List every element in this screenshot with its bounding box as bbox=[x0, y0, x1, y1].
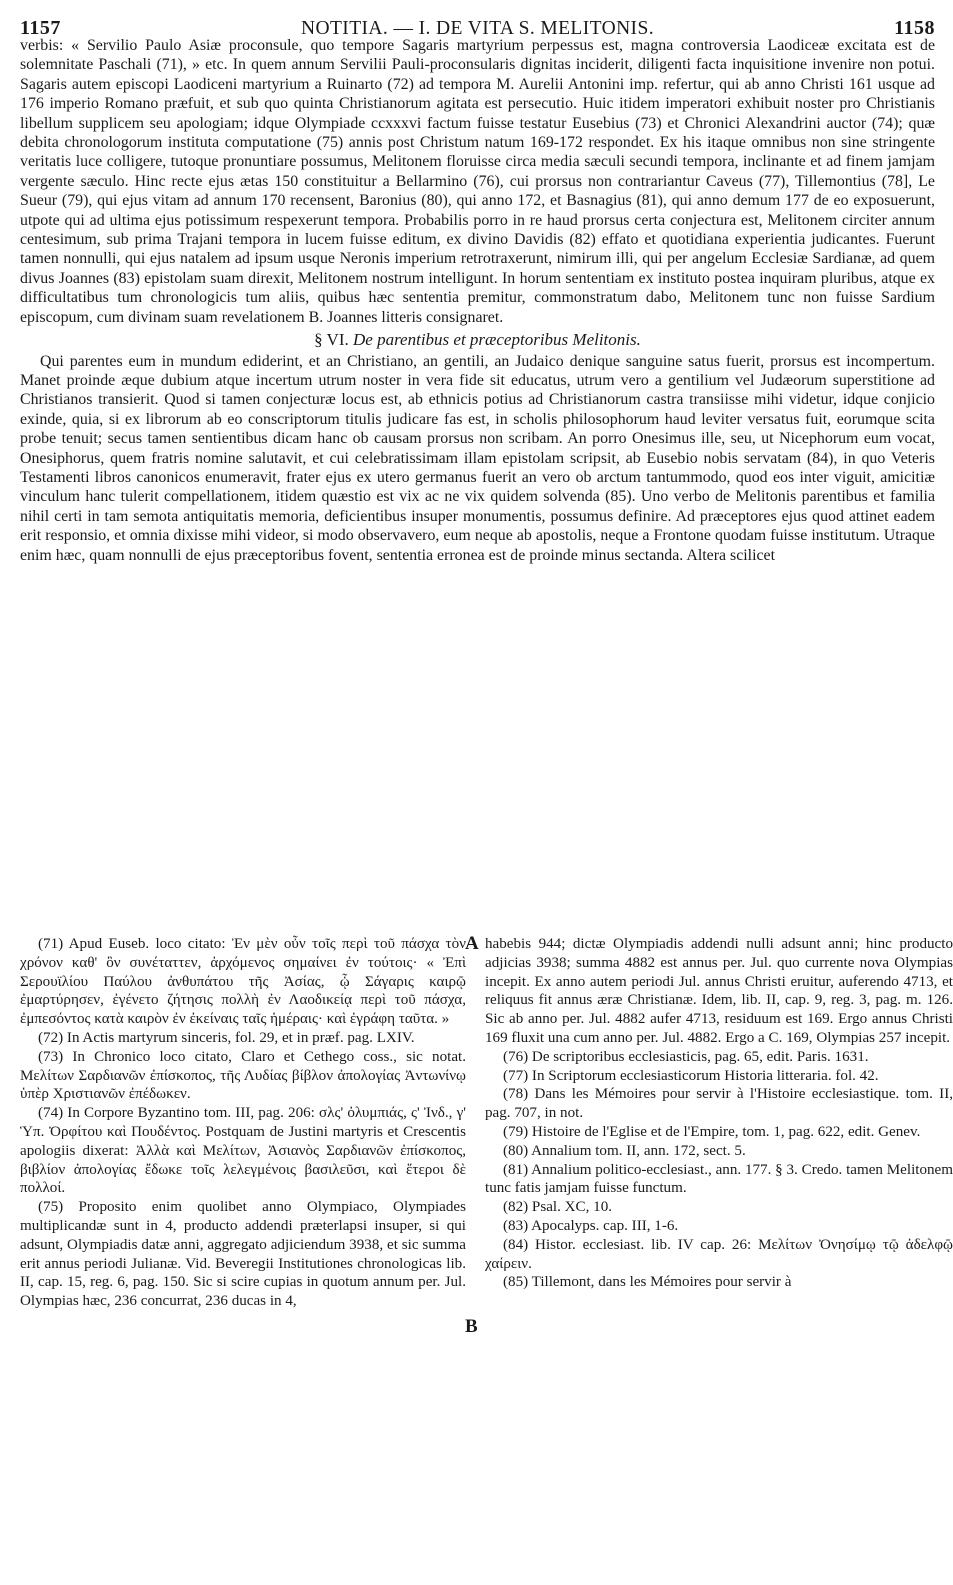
footnote-80: (80) Annalium tom. II, ann. 172, sect. 5. bbox=[503, 1142, 746, 1159]
footnotes bbox=[20, 933, 953, 1565]
gutter-mark-b: B bbox=[465, 1316, 478, 1337]
running-title: NOTITIA. — I. DE VITA S. MELITONIS. bbox=[301, 18, 654, 39]
right-page-number: 1158 bbox=[894, 17, 935, 39]
paragraph-parents: Qui parentes eum in mundum ediderint, et an Christiano, an gentili, an Judaico denique sanguine satus fuerit, prorsus est incompertum. Manet proinde æque dubium atque incertum utrum noster in vera fide sit educatus, utrum vero a gentilium vel Judæorum superstitione ad Christianos transierit. Quod si tamen conjecturæ locus est, ab ethnicis potius ad Christianorum castra transiisse mihi videtur, idque conjicio exinde, quia, si ex librorum ab eo conscriptorum titulis judicare fas est, in scholis philosophorum haud leviter versatus fuit, eorumque scita probe tenuit; secus tamen sentientibus dicam hanc ob causam prorsus non scribam. An porro Onesimus ille, seu, ut Nicephorum eum vocat, Onesiphorus, quem fratris nomine salutavit, et cui celebratissimam illam epistolam scripsit, ab Eusebio nobis servatam (84), in quo Veteris Testamenti libros canonicos enumeravit, frater ejus ex utero germanus fuerit an vero ob arctum tantummodo, quod eos inter viguit, amicitiæ vinculum hanc tulerit compellationem, itidem quæstio est vix ac ne vix quidem solvenda (85). Uno verbo de Melitonis parentibus et familia nihil certi in tam semota antiquitatis memoria, deficientibus insuper monumentis, possumus definire. Ad præceptores ejus quod attinet eadem erit responsio, et omnia dixisse mihi videor, si modo observavero, eum neque ab apostolis, neque a Frontone quodam fuisse institutum. Utraque enim hæc, quam nonnulli de ejus præceptoribus fovent, sententia erronea est de proinde minus sectanda. Altera scilicet bbox=[20, 352, 935, 564]
footnote-71: (71) Apud Euseb. loco citato: Ἐν μὲν οὖν τοῖς περὶ τοῦ πάσχα τὸν χρόνον καθ' ὃν συνέταττεν, ἀρχόμενος σημαίνει ἐν τούτοις· « Ἐπὶ Σερουϊλίου Παύλου ἀνθυπάτου τῆς Ἀσίας, ᾧ Σάγαρις καιρῷ ἐμαρτύρησεν, ἐγένετο ζήτησις πολλὴ ἐν Λαοδικείᾳ περὶ τοῦ πάσχα, ἐμπεσόντος κατὰ καιρὸν ἐν ἐκείναις ταῖς ἡμέραις· καὶ ἐγράφη ταῦτα. » bbox=[20, 936, 466, 1028]
footnote-77: (77) In Scriptorum ecclesiasticorum Historia litteraria. fol. 42. bbox=[503, 1067, 879, 1084]
section-title: De parentibus et præceptoribus Melitonis. bbox=[353, 330, 641, 350]
footnote-74: (74) In Corpore Byzantino tom. III, pag. 206: σλς' ὀλυμπιάς, ς' Ἰνδ., γ' Ὑπ. Ὀρφίτου καὶ Πουδέντος. Postquam de Justini martyris et Crescentis apologiis dixerat: Ἀλλὰ καὶ Μελίτων, Ἀσιανὸς Σαρδιανῶν ἐπίσκοπος, βιβλίον ἀπολογίας ἔδωκε τοῖς λελεγμένοις βασιλεῦσι, καὶ ἕτεροι δὲ πολλοί. bbox=[20, 1105, 466, 1197]
footnote-81: (81) Annalium politico-ecclesiast., ann. 177. § 3. Credo. tamen Melitonem tunc fatis jamjam fuisse functum. bbox=[485, 1161, 953, 1197]
footnote-84: (84) Histor. ecclesiast. lib. IV cap. 26: Μελίτων Ὀνησίμῳ τῷ ἀδελφῷ χαίρειν. bbox=[485, 1236, 953, 1272]
footnote-78: (78) Dans les Mémoires pour servir à l'Histoire ecclesiastique. tom. II, pag. 707, in not. bbox=[485, 1086, 953, 1122]
footnotes-right-column bbox=[485, 935, 953, 1292]
footnotes-left-column bbox=[20, 935, 466, 1311]
footnote-76: (76) De scriptoribus ecclesiasticis, pag. 65, edit. Paris. 1631. bbox=[503, 1048, 869, 1065]
section-number: § VI. bbox=[314, 330, 349, 350]
main-text bbox=[20, 36, 935, 565]
footnote-75: (75) Proposito enim quolibet anno Olympiaco, Olympiades multiplicandæ sunt in 4, producto addendi præterlapsi insuper, si qui adsunt, Olympiadis datæ anni, aggregato adjiciendum 3938, et sic summa erit annus periodi Julianæ. Vid. Beveregii Institutiones chronologicas lib. II, cap. 15, reg. 6, pag. 150. Sic si scire cupias in quotum annum per. Jul. Olympias hæc, 236 concurrat, 236 ducas in 4, bbox=[20, 1199, 466, 1310]
paragraph-chronology: verbis: « Servilio Paulo Asiæ proconsule, quo tempore Sagaris martyrium perpessus est, magna controversia Laodiceæ excitata est de solemnitate Paschali (71), » etc. In quem annum Servilii Pauli-proconsularis dignitas inciderit, diligenti facta inquisitione invenire non potui. Sagaris autem episcopi Laodiceni martyrium a Ruinarto (72) ad tempora M. Aurelii Antonini imp. refertur, qui ab anno Christi 161 usque ad 176 imperio Romano præfuit, et sub quo quinta Christianorum agitata est persecutio. Huic itidem imperatori exhibuit noster pro Christianis libellum supplicem seu apologiam; idque Olympiade ccxxxvi factum fuisse testatur Eusebius (73) et Chronici Alexandrini auctor (74); quæ debita chronologorum instituta computatione (75) annis post Christum natum 169-172 respondet. Ex his itaque omnibus non sine stringente veritatis luce colligere, tutoque pronuntiare possumus, Melitonem floruisse circa media sæculi secundi tempora, inclinante et ad finem jamjam vergente sæculo. Hinc recte ejus ætas 150 constituitur a Bellarmino (76), cui prorsus non contrariantur Caveus (77), Tillemontius (78], Le Sueur (79), qui ejus vitam ad annum 170 recensent, Baronius (80), qui anno 172, et Basnagius (81), qui anno demum 177 de eo exposuerunt, utpote qui ad ultima ejus potissimum respexerunt tempora. Probabilis porro in re haud prorsus certa conjectura est, Melitonem circiter annum centesimum, sub prima Trajani tempora in lucem fuisse editum, ex divino Davidis (82) effato et quotidiana experientia judicantes. Fuerunt tamen nonnulli, qui ejus natalem ad ipsum usque Neronis imperium retrotraxerunt, nimirum illi, qui per angelum Ecclesiæ Sardianæ, ad quem divus Joannes (83) epistolam suam direxit, Melitonem nostrum intelligunt. In horum sententiam ex instituto postea inquiram pluribus, atque ex difficultatibus tum chronologicis tum aliis, quibus hæc sententia premitur, commonstratum dabo, Melitonem tunc non fuisse Sardium episcopum, cum divinam suam revelationem B. Joannes litteris consignaret. bbox=[20, 37, 935, 326]
gutter-mark-a: A bbox=[465, 933, 479, 954]
footnote-75-continued: habebis 944; dictæ Olympiadis addendi nulli adsunt anni; hinc producto adjicias 3938; summa 4882 est annus per. Jul. quo currente nova Olympias incepit. Ex anno autem periodi Jul. annus Christi eruitur, auferendo 4713, et reliquus fit annus æræ Christianæ. Idem, lib. II, cap. 9, reg. 3, pag. m. 126. Sic ab anno per. Jul. 4882 aufer 4713, residuum est 169. Ergo annus Christi 169 fluxit una cum anno per. Jul. 4882. Ergo a C. 169, Olympias 257 incepit. bbox=[485, 936, 953, 1046]
footnote-72: (72) In Actis martyrum sinceris, fol. 29, et in præf. pag. LXIV. bbox=[38, 1029, 415, 1046]
left-page-number: 1157 bbox=[20, 17, 61, 39]
footnote-73: (73) In Chronico loco citato, Claro et Cethego coss., sic notat. Μελίτων Σαρδιανῶν ἐπίσκοπος, τῆς Λυδίας βίβλον ἀπολογίας Ἀντωνίνῳ ὑπὲρ Χριστιανῶν ἐπέδωκεν. bbox=[20, 1048, 466, 1103]
page-header bbox=[20, 6, 935, 40]
footnote-83: (83) Apocalyps. cap. III, 1-6. bbox=[503, 1217, 679, 1234]
footnote-79: (79) Histoire de l'Eglise et de l'Empire, tom. 1, pag. 622, edit. Genev. bbox=[503, 1123, 921, 1140]
footnote-85: (85) Tillemont, dans les Mémoires pour servir à bbox=[503, 1274, 792, 1291]
section-heading bbox=[20, 330, 935, 349]
footnote-82: (82) Psal. XC, 10. bbox=[503, 1199, 613, 1216]
